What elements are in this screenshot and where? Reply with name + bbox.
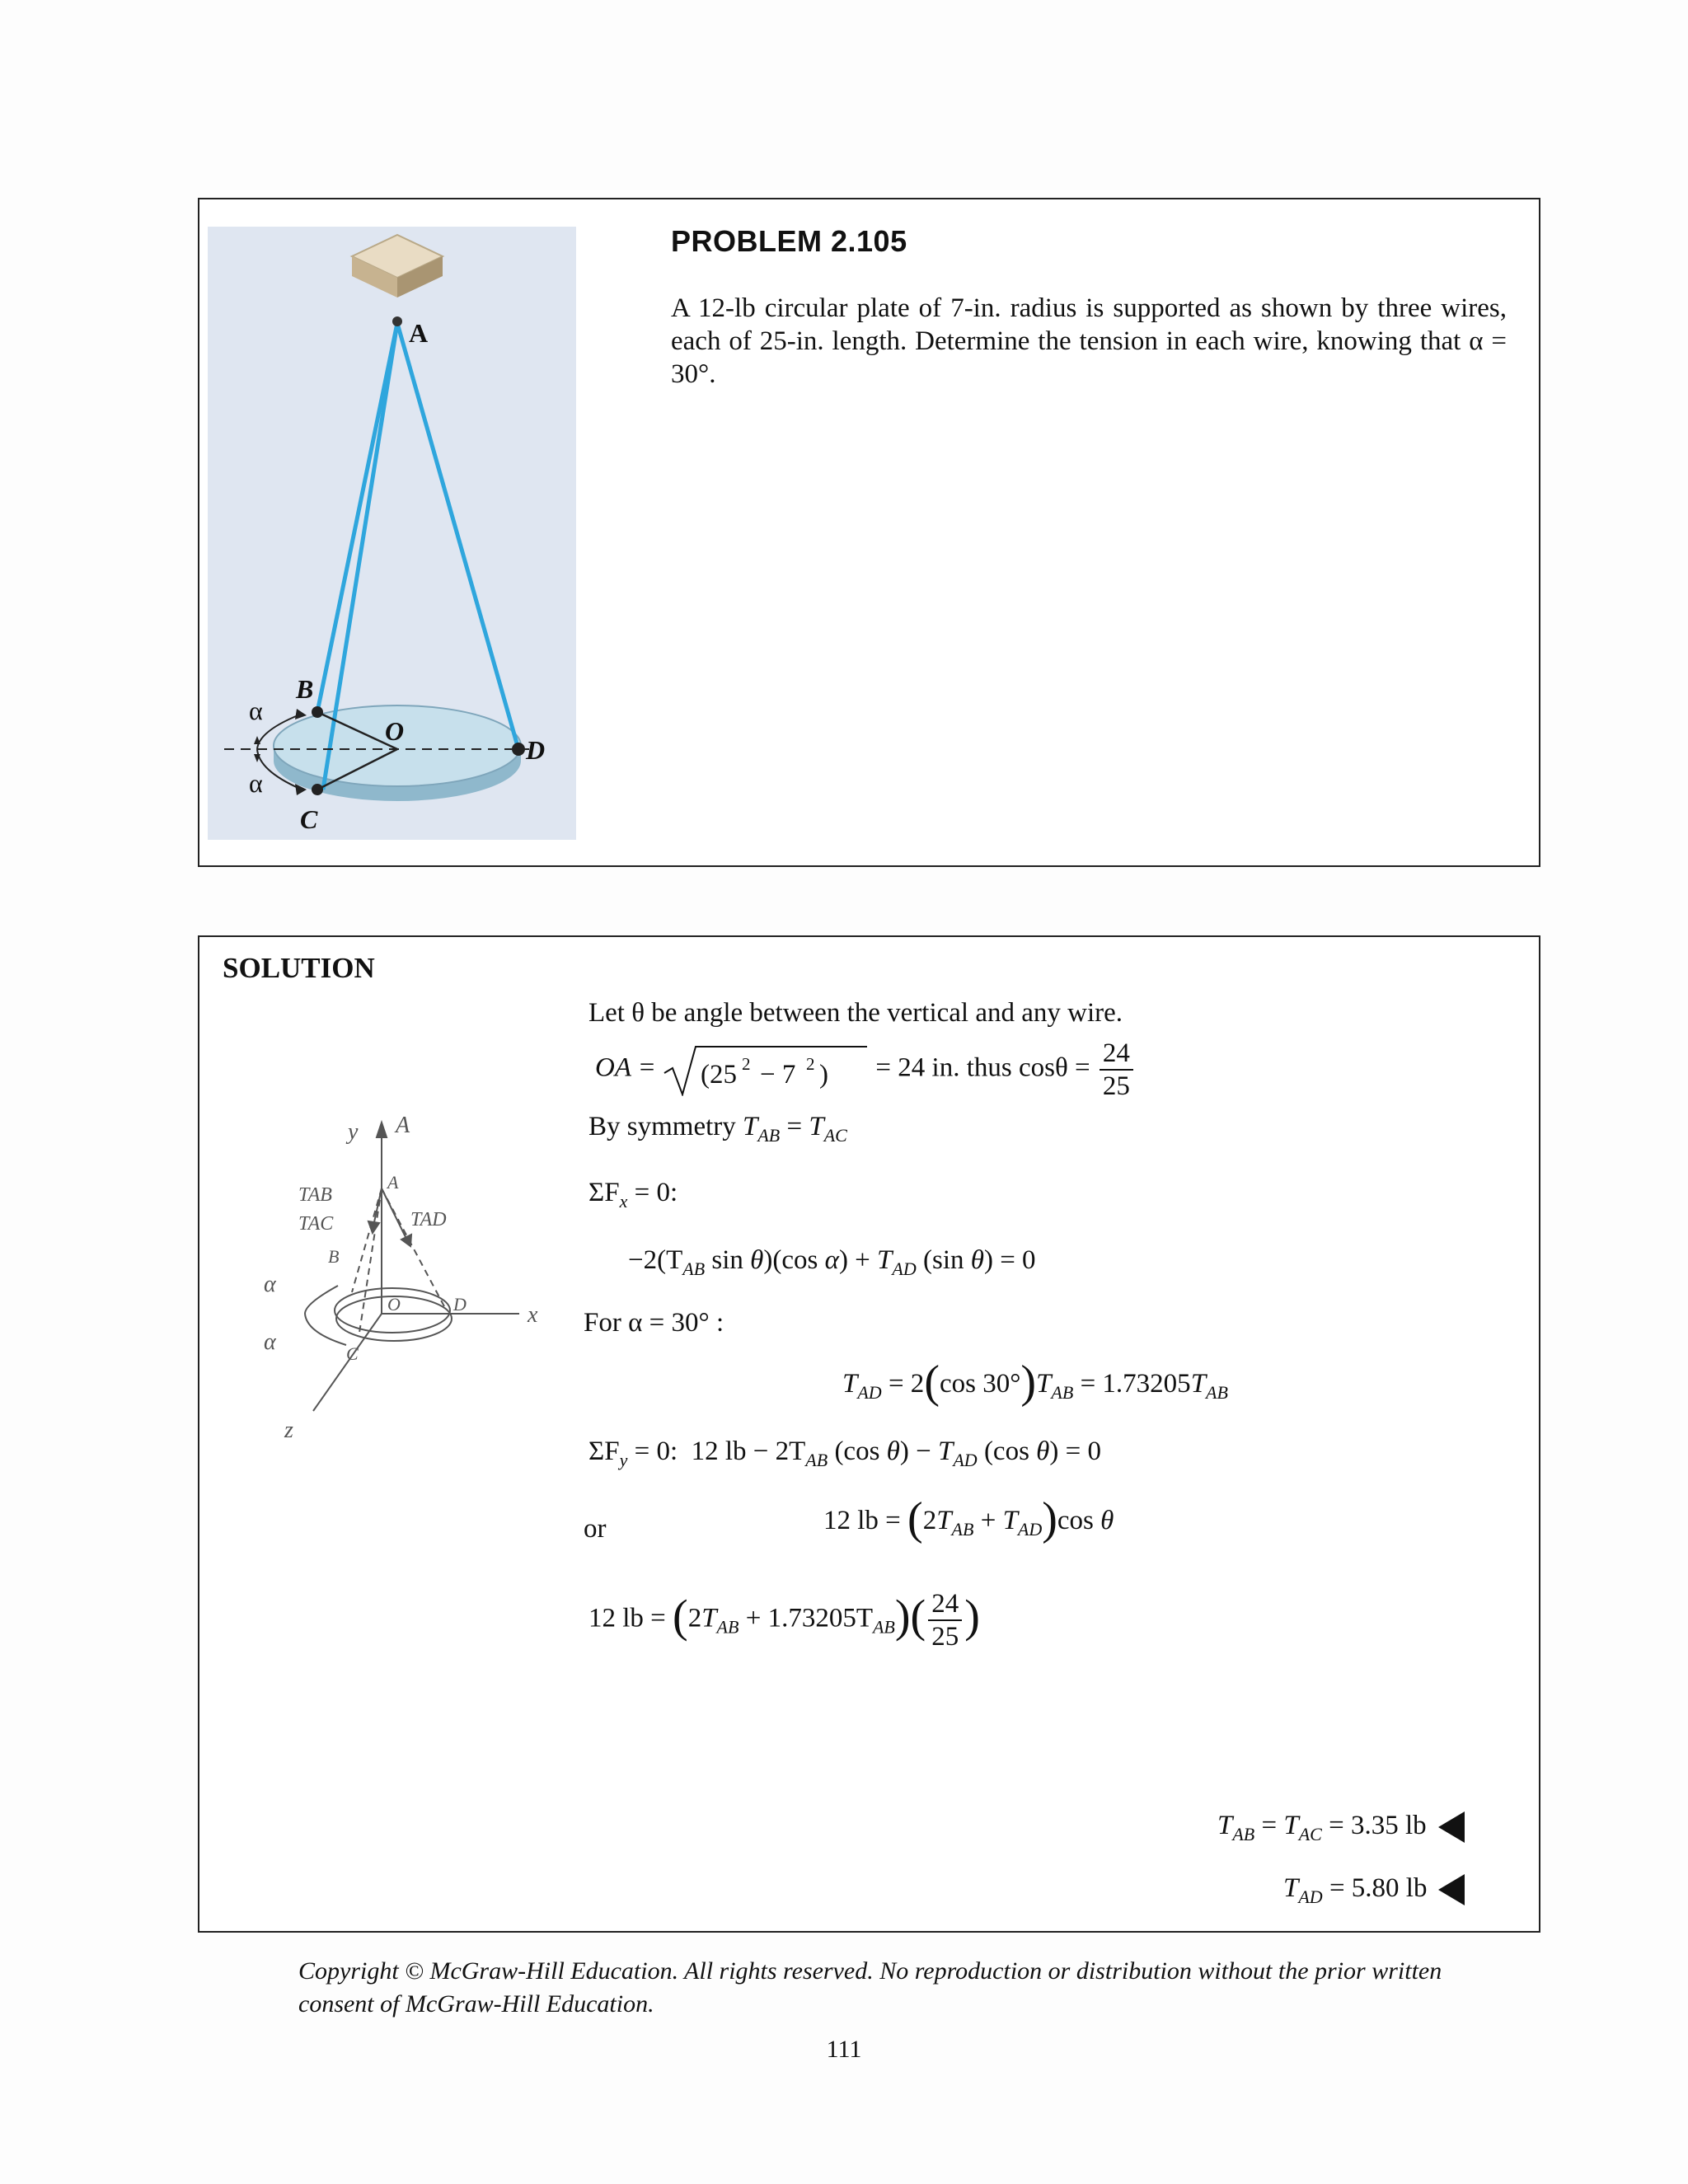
sketch-A: A [387, 1172, 399, 1193]
for-value: α = 30° : [628, 1308, 724, 1338]
answer-1-value: = 3.35 lb [1329, 1811, 1427, 1840]
problem-box [198, 198, 1540, 867]
sum-fx-line: $\Sigma F_x = 0$: [588, 1178, 678, 1212]
final-eq-coef: 1.73205T [767, 1603, 873, 1633]
for-alpha-line [584, 1308, 724, 1338]
svg-text:(25: (25 [701, 1060, 738, 1090]
oa-lhs: OA = [595, 1052, 656, 1083]
sketch-TAB: TAB [298, 1184, 332, 1206]
sum-fy-label: ΣF [588, 1436, 620, 1466]
sketch-y: y [348, 1119, 359, 1145]
final-eq-lhs: 12 lb = [588, 1603, 666, 1633]
fx-eq-start: −2(T [628, 1245, 683, 1275]
label-D: D [526, 735, 546, 765]
answer-tad: $T_{AD} = 5.80$ lb [1283, 1873, 1465, 1905]
fx-equation: $-2(T_{AB}$ sin θ)(cos $\alpha) + T_{AD}$ (sin θ) = 0 [628, 1245, 1036, 1279]
final-equation: 12 lb = $(2T_{AB} + 1.73205T_{AB})$( $\frac{24}{25}$ ) [588, 1589, 980, 1652]
sketch-O: O [387, 1294, 401, 1315]
svg-text:− 7: − 7 [760, 1060, 796, 1090]
oa-cos: cosθ = [1018, 1052, 1090, 1083]
answer-2-marker-icon [1438, 1874, 1465, 1905]
sketch-A-top: A [396, 1113, 410, 1138]
label-O: O [385, 716, 405, 746]
sketch-TAC: TAC [298, 1213, 334, 1235]
sketch-C: C [346, 1343, 359, 1364]
or-equation: 12 lb = $(2T_{AB} + T_{AD})\cos$ θ [823, 1493, 1114, 1544]
or-eq-lhs: 12 lb = [823, 1506, 901, 1535]
sum-fy-eq0: = 0: [634, 1436, 678, 1466]
fraction-den: 25 [1102, 1071, 1130, 1101]
sum-fx-eq0: = 0: [634, 1178, 678, 1207]
copyright-notice: Copyright © McGraw-Hill Education. All rights reserved. No reproduction or distribution without the prior written consent of McGraw-Hill Education. [298, 1957, 1442, 2018]
final-fraction-num: 24 [928, 1588, 962, 1621]
page-number: 111 [826, 2036, 862, 2063]
sketch-TAD: TAD [410, 1209, 447, 1230]
symmetry-text: By symmetry [588, 1112, 736, 1141]
symmetry-line: By symmetry $T_{AB} = T_{AC}$ [588, 1112, 847, 1146]
final-fraction [928, 1588, 962, 1652]
solution-sketch [223, 1098, 560, 1460]
fraction-24-25 [1100, 1038, 1133, 1102]
sum-fx-label: ΣF [588, 1178, 620, 1207]
svg-text:2: 2 [742, 1054, 751, 1074]
label-B: B [296, 674, 314, 704]
solution-box [198, 935, 1540, 1933]
sum-fy-rest: 12 lb − 2T [691, 1436, 806, 1466]
solution-line-intro: Let θ be angle between the vertical and any wire. [588, 998, 1123, 1028]
problem-statement: A 12-lb circular plate of 7-in. radius is supported as shown by three wires, each of 25-in. length. Determine the tension in each wire, knowing that α = 30°. [671, 293, 1507, 389]
problem-title: PROBLEM 2.105 [671, 224, 907, 258]
sum-fy-line: $\Sigma F_y = 0$: 12 lb − $2T_{AB}$ (cos $\theta) - T_{AD}$ (cos θ) = 0 [588, 1436, 1101, 1470]
label-alpha-bottom: α [249, 768, 263, 798]
sketch-z: z [284, 1418, 293, 1443]
sqrt-expression [663, 1043, 869, 1096]
sketch-alpha-top: α [264, 1272, 276, 1297]
solution-title: SOLUTION [223, 952, 375, 984]
svg-text:): ) [819, 1060, 829, 1090]
oa-equation [595, 1038, 1136, 1102]
answer-2-value: = 5.80 lb [1329, 1873, 1428, 1903]
answer-1-marker-icon [1438, 1811, 1465, 1843]
sketch-alpha-bottom: α [264, 1329, 276, 1355]
fraction-num: 24 [1100, 1038, 1133, 1071]
svg-text:2: 2 [806, 1054, 815, 1074]
label-C: C [300, 804, 318, 834]
final-fraction-den: 25 [931, 1622, 959, 1652]
for-label: For [584, 1308, 621, 1338]
sketch-D: D [453, 1294, 467, 1315]
oa-mid: = 24 in. thus [875, 1052, 1012, 1083]
label-A: A [409, 318, 429, 348]
label-alpha-top: α [249, 696, 263, 725]
sketch-B: B [328, 1246, 340, 1267]
problem-figure [208, 227, 576, 840]
or-label: or [584, 1514, 607, 1544]
sketch-x: x [528, 1302, 538, 1328]
answer-tab-tac: $T_{AB} = T_{AC} = 3.35$ lb [1217, 1811, 1465, 1843]
tad-expression: $T_{AD} = 2(\cos$ $30^\circ)T_{AB} = 1.73205T_{AB}$ [842, 1357, 1228, 1408]
